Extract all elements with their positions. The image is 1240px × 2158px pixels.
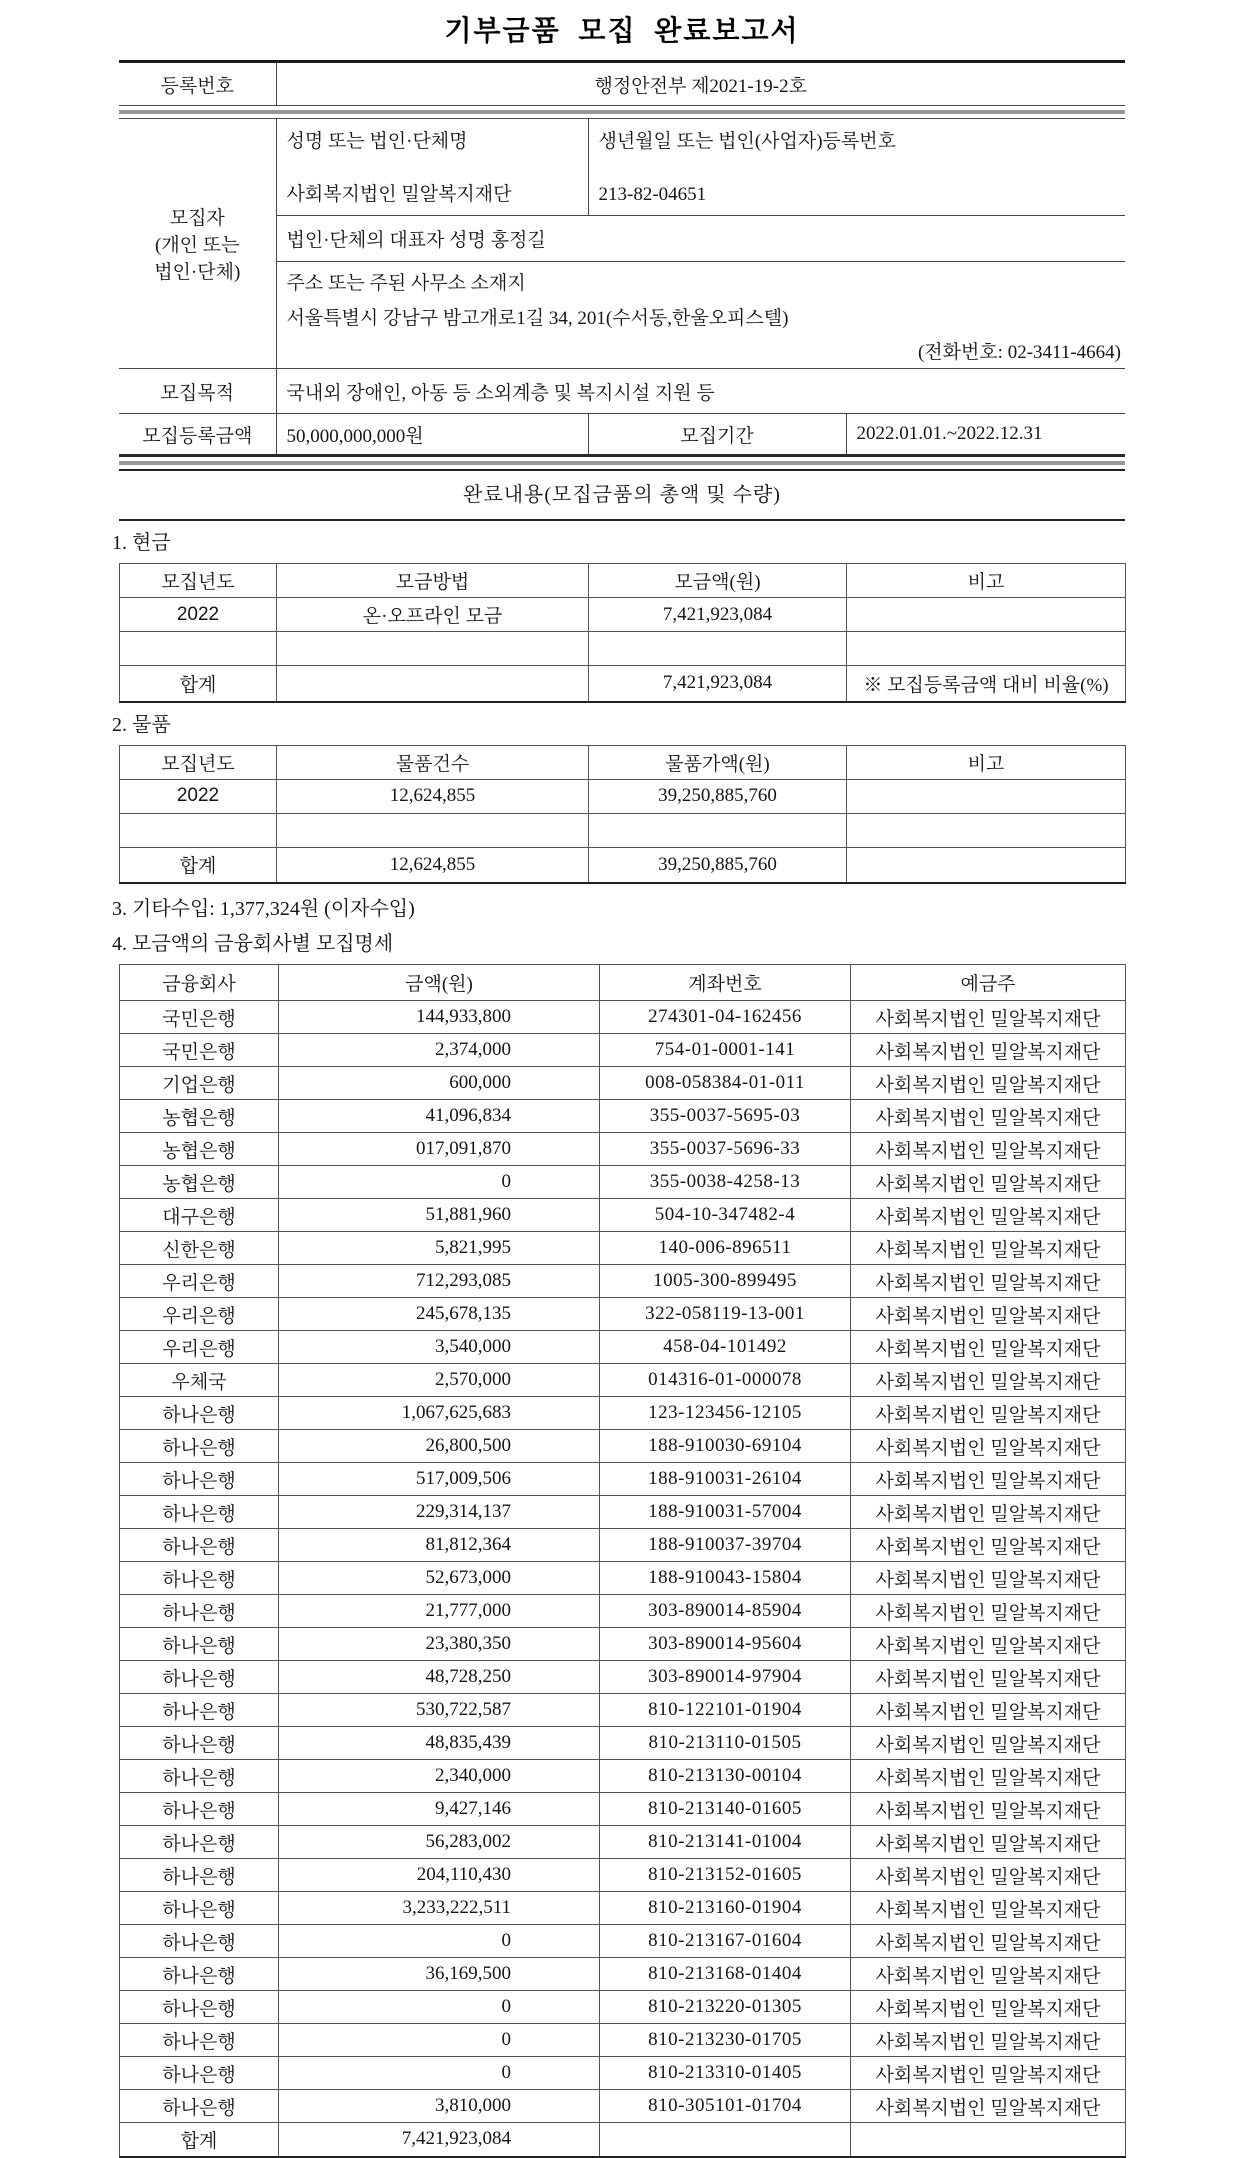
table-row [120, 2024, 1126, 2057]
total-label-cell: 합계 [120, 666, 277, 702]
account-number-cell: 810-122101-01904 [600, 1694, 851, 1727]
amount-cell: 0 [279, 1166, 600, 1199]
depositor-cell: 사회복지법인 밀알복지재단 [851, 1199, 1126, 1232]
table-row [120, 1331, 1126, 1364]
table-row [119, 119, 1125, 216]
amount-cell: 600,000 [279, 1067, 600, 1100]
table-row [120, 1067, 1126, 1100]
account-number-cell: 754-01-0001-141 [600, 1034, 851, 1067]
column-header: 모집년도 [120, 564, 277, 598]
table-row [120, 598, 1126, 632]
period-value: 2022.01.01.~2022.12.31 [846, 414, 1125, 456]
method-cell: 온·오프라인 모금 [277, 598, 589, 632]
bank-name-cell: 하나은행 [120, 1628, 279, 1661]
table-row [120, 1793, 1126, 1826]
bank-name-cell: 하나은행 [120, 1925, 279, 1958]
count-cell [277, 813, 589, 847]
goods-table [119, 745, 1126, 885]
amount-cell: 204,110,430 [279, 1859, 600, 1892]
account-number-cell: 810-213230-01705 [600, 2024, 851, 2057]
amount-cell: 7,421,923,084 [589, 598, 847, 632]
table-row [120, 1892, 1126, 1925]
note-cell [847, 847, 1126, 883]
depositor-cell: 사회복지법인 밀알복지재단 [851, 1892, 1126, 1925]
depositor-cell: 사회복지법인 밀알복지재단 [851, 1760, 1126, 1793]
bank-name-cell: 하나은행 [120, 1727, 279, 1760]
bank-name-cell: 기업은행 [120, 1067, 279, 1100]
depositor-cell: 사회복지법인 밀알복지재단 [851, 1826, 1126, 1859]
bank-name-cell: 하나은행 [120, 1595, 279, 1628]
bank-name-cell: 농협은행 [120, 1166, 279, 1199]
amount-cell: 48,835,439 [279, 1727, 600, 1760]
account-number-cell: 810-213152-01605 [600, 1859, 851, 1892]
table-row [120, 1694, 1126, 1727]
depositor-cell: 사회복지법인 밀알복지재단 [851, 1397, 1126, 1430]
depositor-cell: 사회복지법인 밀알복지재단 [851, 1661, 1126, 1694]
table-row [120, 1661, 1126, 1694]
collector-label-line: 모집자 [169, 208, 225, 229]
amount-cell: 48,728,250 [279, 1661, 600, 1694]
page-title: 기부금품 모집 완료보고서 [444, 15, 800, 46]
depositor-cell: 사회복지법인 밀알복지재단 [851, 1067, 1126, 1100]
depositor-cell: 사회복지법인 밀알복지재단 [851, 1430, 1126, 1463]
table-row [120, 1760, 1126, 1793]
amount-cell: 017,091,870 [279, 1133, 600, 1166]
year-cell [120, 632, 277, 666]
bank-table [119, 964, 1126, 2158]
depositor-cell: 사회복지법인 밀알복지재단 [851, 1232, 1126, 1265]
table-row [120, 1562, 1126, 1595]
amount-cell: 3,540,000 [279, 1331, 600, 1364]
collector-regno-value: 213-82-04651 [598, 184, 707, 205]
depositor-cell: 사회복지법인 밀알복지재단 [851, 1562, 1126, 1595]
table-row [120, 1529, 1126, 1562]
table-row [120, 1430, 1126, 1463]
bank-name-cell: 하나은행 [120, 1892, 279, 1925]
bank-name-cell: 농협은행 [120, 1133, 279, 1166]
table-row [120, 1826, 1126, 1859]
bank-name-cell: 하나은행 [120, 1859, 279, 1892]
bank-section-title: 4. 모금액의 금융회사별 모집명세 [112, 933, 394, 955]
account-number-cell: 810-213140-01605 [600, 1793, 851, 1826]
collector-label-line: (개인 또는 [155, 235, 240, 256]
account-number-cell: 188-910030-69104 [600, 1430, 851, 1463]
depositor-cell: 사회복지법인 밀알복지재단 [851, 1496, 1126, 1529]
bank-name-cell: 하나은행 [120, 1661, 279, 1694]
depositor-cell: 사회복지법인 밀알복지재단 [851, 1859, 1126, 1892]
table-row [120, 1199, 1126, 1232]
column-header: 모집년도 [120, 745, 277, 779]
account-number-cell: 303-890014-95604 [600, 1628, 851, 1661]
amount-cell: 144,933,800 [279, 1001, 600, 1034]
representative-cell: 법인·단체의 대표자 성명 홍정길 [276, 216, 1125, 262]
depositor-cell: 사회복지법인 밀알복지재단 [851, 1925, 1126, 1958]
amount-cell: 7,421,923,084 [589, 666, 847, 702]
table-row [120, 2057, 1126, 2090]
phone-line: (전화번호: 02-3411-4664) [917, 342, 1121, 363]
total-label-cell: 합계 [120, 2123, 279, 2157]
method-cell [277, 666, 589, 702]
amount-cell: 51,881,960 [279, 1199, 600, 1232]
account-number-cell: 810-213130-00104 [600, 1760, 851, 1793]
bank-name-cell: 하나은행 [120, 1397, 279, 1430]
depositor-cell: 사회복지법인 밀알복지재단 [851, 1529, 1126, 1562]
amount-cell: 2,374,000 [279, 1034, 600, 1067]
bank-name-cell: 하나은행 [120, 2057, 279, 2090]
note-cell [847, 632, 1126, 666]
registration-table [119, 60, 1125, 106]
total-row [120, 847, 1126, 883]
amount-cell: 26,800,500 [279, 1430, 600, 1463]
column-header: 비고 [847, 564, 1126, 598]
depositor-cell: 사회복지법인 밀알복지재단 [851, 1298, 1126, 1331]
account-number-cell: 810-213141-01004 [600, 1826, 851, 1859]
amount-cell: 52,673,000 [279, 1562, 600, 1595]
amount-cell: 39,250,885,760 [589, 779, 847, 813]
amount-cell: 9,427,146 [279, 1793, 600, 1826]
bank-name-cell: 하나은행 [120, 1529, 279, 1562]
depositor-cell [851, 2123, 1126, 2157]
amount-cell: 41,096,834 [279, 1100, 600, 1133]
amount-cell: 245,678,135 [279, 1298, 600, 1331]
amount-cell: 23,380,350 [279, 1628, 600, 1661]
address-value: 서울특별시 강남구 밤고개로1길 34, 201(수서동,한울오피스텔) [286, 307, 789, 329]
bank-name-cell: 하나은행 [120, 2024, 279, 2057]
amount-cell [589, 632, 847, 666]
address-label: 주소 또는 주된 사무소 소재지 [286, 273, 526, 294]
column-header: 금액(원) [279, 965, 600, 1001]
account-number-cell: 274301-04-162456 [600, 1001, 851, 1034]
account-number-cell: 140-006-896511 [600, 1232, 851, 1265]
collector-name-value: 사회복지법인 밀알복지재단 [286, 184, 512, 205]
column-header: 비고 [847, 745, 1126, 779]
table-row [120, 1166, 1126, 1199]
bank-name-cell: 대구은행 [120, 1199, 279, 1232]
amount-cell: 229,314,137 [279, 1496, 600, 1529]
account-number-cell: 303-890014-85904 [600, 1595, 851, 1628]
account-number-cell: 810-305101-01704 [600, 2090, 851, 2123]
note-cell [847, 598, 1126, 632]
table-row [120, 1034, 1126, 1067]
year-cell [120, 813, 277, 847]
table-row [120, 1859, 1126, 1892]
amount-cell: 0 [279, 1925, 600, 1958]
account-number-cell: 1005-300-899495 [600, 1265, 851, 1298]
cash-table [119, 563, 1126, 703]
amount-cell: 2,340,000 [279, 1760, 600, 1793]
section-divider [119, 461, 1125, 465]
account-number-cell [600, 2123, 851, 2157]
purpose-value: 국내외 장애인, 아동 등 소외계층 및 복지시설 지원 등 [276, 369, 1125, 414]
account-number-cell: 810-213167-01604 [600, 1925, 851, 1958]
bank-name-cell: 우리은행 [120, 1331, 279, 1364]
column-header: 예금주 [851, 965, 1126, 1001]
depositor-cell: 사회복지법인 밀알복지재단 [851, 1793, 1126, 1826]
year-cell: 2022 [120, 598, 277, 632]
amount-cell: 712,293,085 [279, 1265, 600, 1298]
account-number-cell: 188-910037-39704 [600, 1529, 851, 1562]
period-label: 모집기간 [588, 414, 846, 456]
table-row [120, 1100, 1126, 1133]
account-number-cell: 458-04-101492 [600, 1331, 851, 1364]
bank-name-cell: 신한은행 [120, 1232, 279, 1265]
address-cell [276, 262, 1125, 369]
amount-cell: 517,009,506 [279, 1463, 600, 1496]
bank-name-cell: 우리은행 [120, 1265, 279, 1298]
bank-name-cell: 국민은행 [120, 1001, 279, 1034]
total-label-cell: 합계 [120, 847, 277, 883]
column-header: 물품건수 [277, 745, 589, 779]
bank-name-cell: 농협은행 [120, 1100, 279, 1133]
table-row [120, 1397, 1126, 1430]
bank-name-cell: 하나은행 [120, 1430, 279, 1463]
amount-cell: 7,421,923,084 [279, 2123, 600, 2157]
account-number-cell: 810-213110-01505 [600, 1727, 851, 1760]
account-number-cell: 810-213220-01305 [600, 1991, 851, 2024]
account-number-cell: 303-890014-97904 [600, 1661, 851, 1694]
bank-name-cell: 하나은행 [120, 1958, 279, 1991]
completion-heading: 완료내용(모집금품의 총액 및 수량) [119, 469, 1125, 521]
bank-name-cell: 하나은행 [120, 1463, 279, 1496]
table-row [119, 62, 1125, 106]
table-row [120, 1232, 1126, 1265]
registration-value: 행정안전부 제2021-19-2호 [594, 75, 807, 97]
note-cell [847, 813, 1126, 847]
column-header: 금융회사 [120, 965, 279, 1001]
account-number-cell: 810-213160-01904 [600, 1892, 851, 1925]
depositor-cell: 사회복지법인 밀알복지재단 [851, 1463, 1126, 1496]
collector-info-table [119, 118, 1125, 457]
count-cell: 12,624,855 [277, 779, 589, 813]
table-header-row [120, 745, 1126, 779]
table-row [119, 414, 1125, 456]
amount-cell: 2,570,000 [279, 1364, 600, 1397]
registered-amount-label: 모집등록금액 [119, 414, 276, 456]
table-row [120, 1265, 1126, 1298]
note-cell: ※ 모집등록금액 대비 비율(%) [847, 666, 1126, 702]
account-number-cell: 188-910031-26104 [600, 1463, 851, 1496]
amount-cell [589, 813, 847, 847]
amount-cell: 0 [279, 1991, 600, 2024]
total-row [120, 2123, 1126, 2157]
goods-section-title: 2. 물품 [112, 713, 171, 736]
depositor-cell: 사회복지법인 밀알복지재단 [851, 2090, 1126, 2123]
table-row [120, 1628, 1126, 1661]
purpose-label: 모집목적 [119, 369, 276, 414]
account-number-cell: 014316-01-000078 [600, 1364, 851, 1397]
bank-table-body [120, 1001, 1126, 2123]
collector-label-line: 법인·단체) [154, 262, 241, 283]
table-row [120, 813, 1126, 847]
table-header-row [120, 564, 1126, 598]
account-number-cell: 123-123456-12105 [600, 1397, 851, 1430]
bank-name-cell: 하나은행 [120, 1694, 279, 1727]
table-row [119, 369, 1125, 414]
table-row [120, 1496, 1126, 1529]
account-number-cell: 355-0038-4258-13 [600, 1166, 851, 1199]
depositor-cell: 사회복지법인 밀알복지재단 [851, 2024, 1126, 2057]
table-header-row [120, 965, 1126, 1001]
bank-name-cell: 하나은행 [120, 1991, 279, 2024]
table-row [120, 632, 1126, 666]
registration-label: 등록번호 [119, 62, 276, 106]
amount-cell: 3,810,000 [279, 2090, 600, 2123]
bank-name-cell: 하나은행 [120, 1562, 279, 1595]
table-row [120, 1001, 1126, 1034]
amount-cell: 1,067,625,683 [279, 1397, 600, 1430]
account-number-cell: 810-213168-01404 [600, 1958, 851, 1991]
depositor-cell: 사회복지법인 밀알복지재단 [851, 1034, 1126, 1067]
method-cell [277, 632, 589, 666]
depositor-cell: 사회복지법인 밀알복지재단 [851, 1727, 1126, 1760]
total-row [120, 666, 1126, 702]
bank-table-head [120, 965, 1126, 1001]
account-number-cell: 008-058384-01-011 [600, 1067, 851, 1100]
depositor-cell: 사회복지법인 밀알복지재단 [851, 1133, 1126, 1166]
table-row [120, 1595, 1126, 1628]
table-row [120, 1991, 1126, 2024]
collector-label [119, 119, 276, 369]
depositor-cell: 사회복지법인 밀알복지재단 [851, 2057, 1126, 2090]
amount-cell: 21,777,000 [279, 1595, 600, 1628]
depositor-cell: 사회복지법인 밀알복지재단 [851, 1958, 1126, 1991]
other-income-line: 3. 기타수입: 1,377,324원 (이자수입) [112, 898, 415, 920]
column-header: 계좌번호 [600, 965, 851, 1001]
count-cell: 12,624,855 [277, 847, 589, 883]
depositor-cell: 사회복지법인 밀알복지재단 [851, 1001, 1126, 1034]
depositor-cell: 사회복지법인 밀알복지재단 [851, 1100, 1126, 1133]
table-row [120, 1298, 1126, 1331]
bank-name-cell: 하나은행 [120, 1496, 279, 1529]
note-cell [847, 779, 1126, 813]
amount-cell: 3,233,222,511 [279, 1892, 600, 1925]
amount-cell: 0 [279, 2057, 600, 2090]
account-number-cell: 355-0037-5696-33 [600, 1133, 851, 1166]
registered-amount-value: 50,000,000,000원 [276, 414, 588, 456]
bank-name-cell: 우리은행 [120, 1298, 279, 1331]
column-header: 모금방법 [277, 564, 589, 598]
depositor-cell: 사회복지법인 밀알복지재단 [851, 1331, 1126, 1364]
table-row [120, 1958, 1126, 1991]
bank-name-cell: 하나은행 [120, 1826, 279, 1859]
table-row [120, 1133, 1126, 1166]
table-row [120, 1364, 1126, 1397]
account-number-cell: 188-910043-15804 [600, 1562, 851, 1595]
depositor-cell: 사회복지법인 밀알복지재단 [851, 1991, 1126, 2024]
amount-cell: 39,250,885,760 [589, 847, 847, 883]
amount-cell: 5,821,995 [279, 1232, 600, 1265]
bank-table-footer [120, 2123, 1126, 2157]
amount-cell: 530,722,587 [279, 1694, 600, 1727]
amount-cell: 0 [279, 2024, 600, 2057]
depositor-cell: 사회복지법인 밀알복지재단 [851, 1166, 1126, 1199]
account-number-cell: 188-910031-57004 [600, 1496, 851, 1529]
amount-cell: 56,283,002 [279, 1826, 600, 1859]
bank-name-cell: 하나은행 [120, 2090, 279, 2123]
section-divider [119, 110, 1125, 114]
bank-name-cell: 우체국 [120, 1364, 279, 1397]
table-row [120, 779, 1126, 813]
depositor-cell: 사회복지법인 밀알복지재단 [851, 1694, 1126, 1727]
collector-name-cell [276, 119, 588, 216]
bank-name-cell: 국민은행 [120, 1034, 279, 1067]
collector-regno-cell [588, 119, 1125, 216]
column-header: 물품가액(원) [589, 745, 847, 779]
depositor-cell: 사회복지법인 밀알복지재단 [851, 1265, 1126, 1298]
depositor-cell: 사회복지법인 밀알복지재단 [851, 1595, 1126, 1628]
cash-section-title: 1. 현금 [112, 532, 171, 554]
depositor-cell: 사회복지법인 밀알복지재단 [851, 1364, 1126, 1397]
table-row [120, 1727, 1126, 1760]
table-row [120, 1463, 1126, 1496]
year-cell: 2022 [120, 779, 277, 813]
bank-name-cell: 하나은행 [120, 1760, 279, 1793]
collector-name-label: 성명 또는 법인·단체명 [286, 131, 468, 152]
account-number-cell: 322-058119-13-001 [600, 1298, 851, 1331]
column-header: 모금액(원) [589, 564, 847, 598]
amount-cell: 36,169,500 [279, 1958, 600, 1991]
table-row [120, 2090, 1126, 2123]
collector-regno-label: 생년월일 또는 법인(사업자)등록번호 [598, 131, 896, 152]
account-number-cell: 810-213310-01405 [600, 2057, 851, 2090]
account-number-cell: 355-0037-5695-03 [600, 1100, 851, 1133]
depositor-cell: 사회복지법인 밀알복지재단 [851, 1628, 1126, 1661]
amount-cell: 81,812,364 [279, 1529, 600, 1562]
account-number-cell: 504-10-347482-4 [600, 1199, 851, 1232]
table-row [120, 1925, 1126, 1958]
bank-name-cell: 하나은행 [120, 1793, 279, 1826]
